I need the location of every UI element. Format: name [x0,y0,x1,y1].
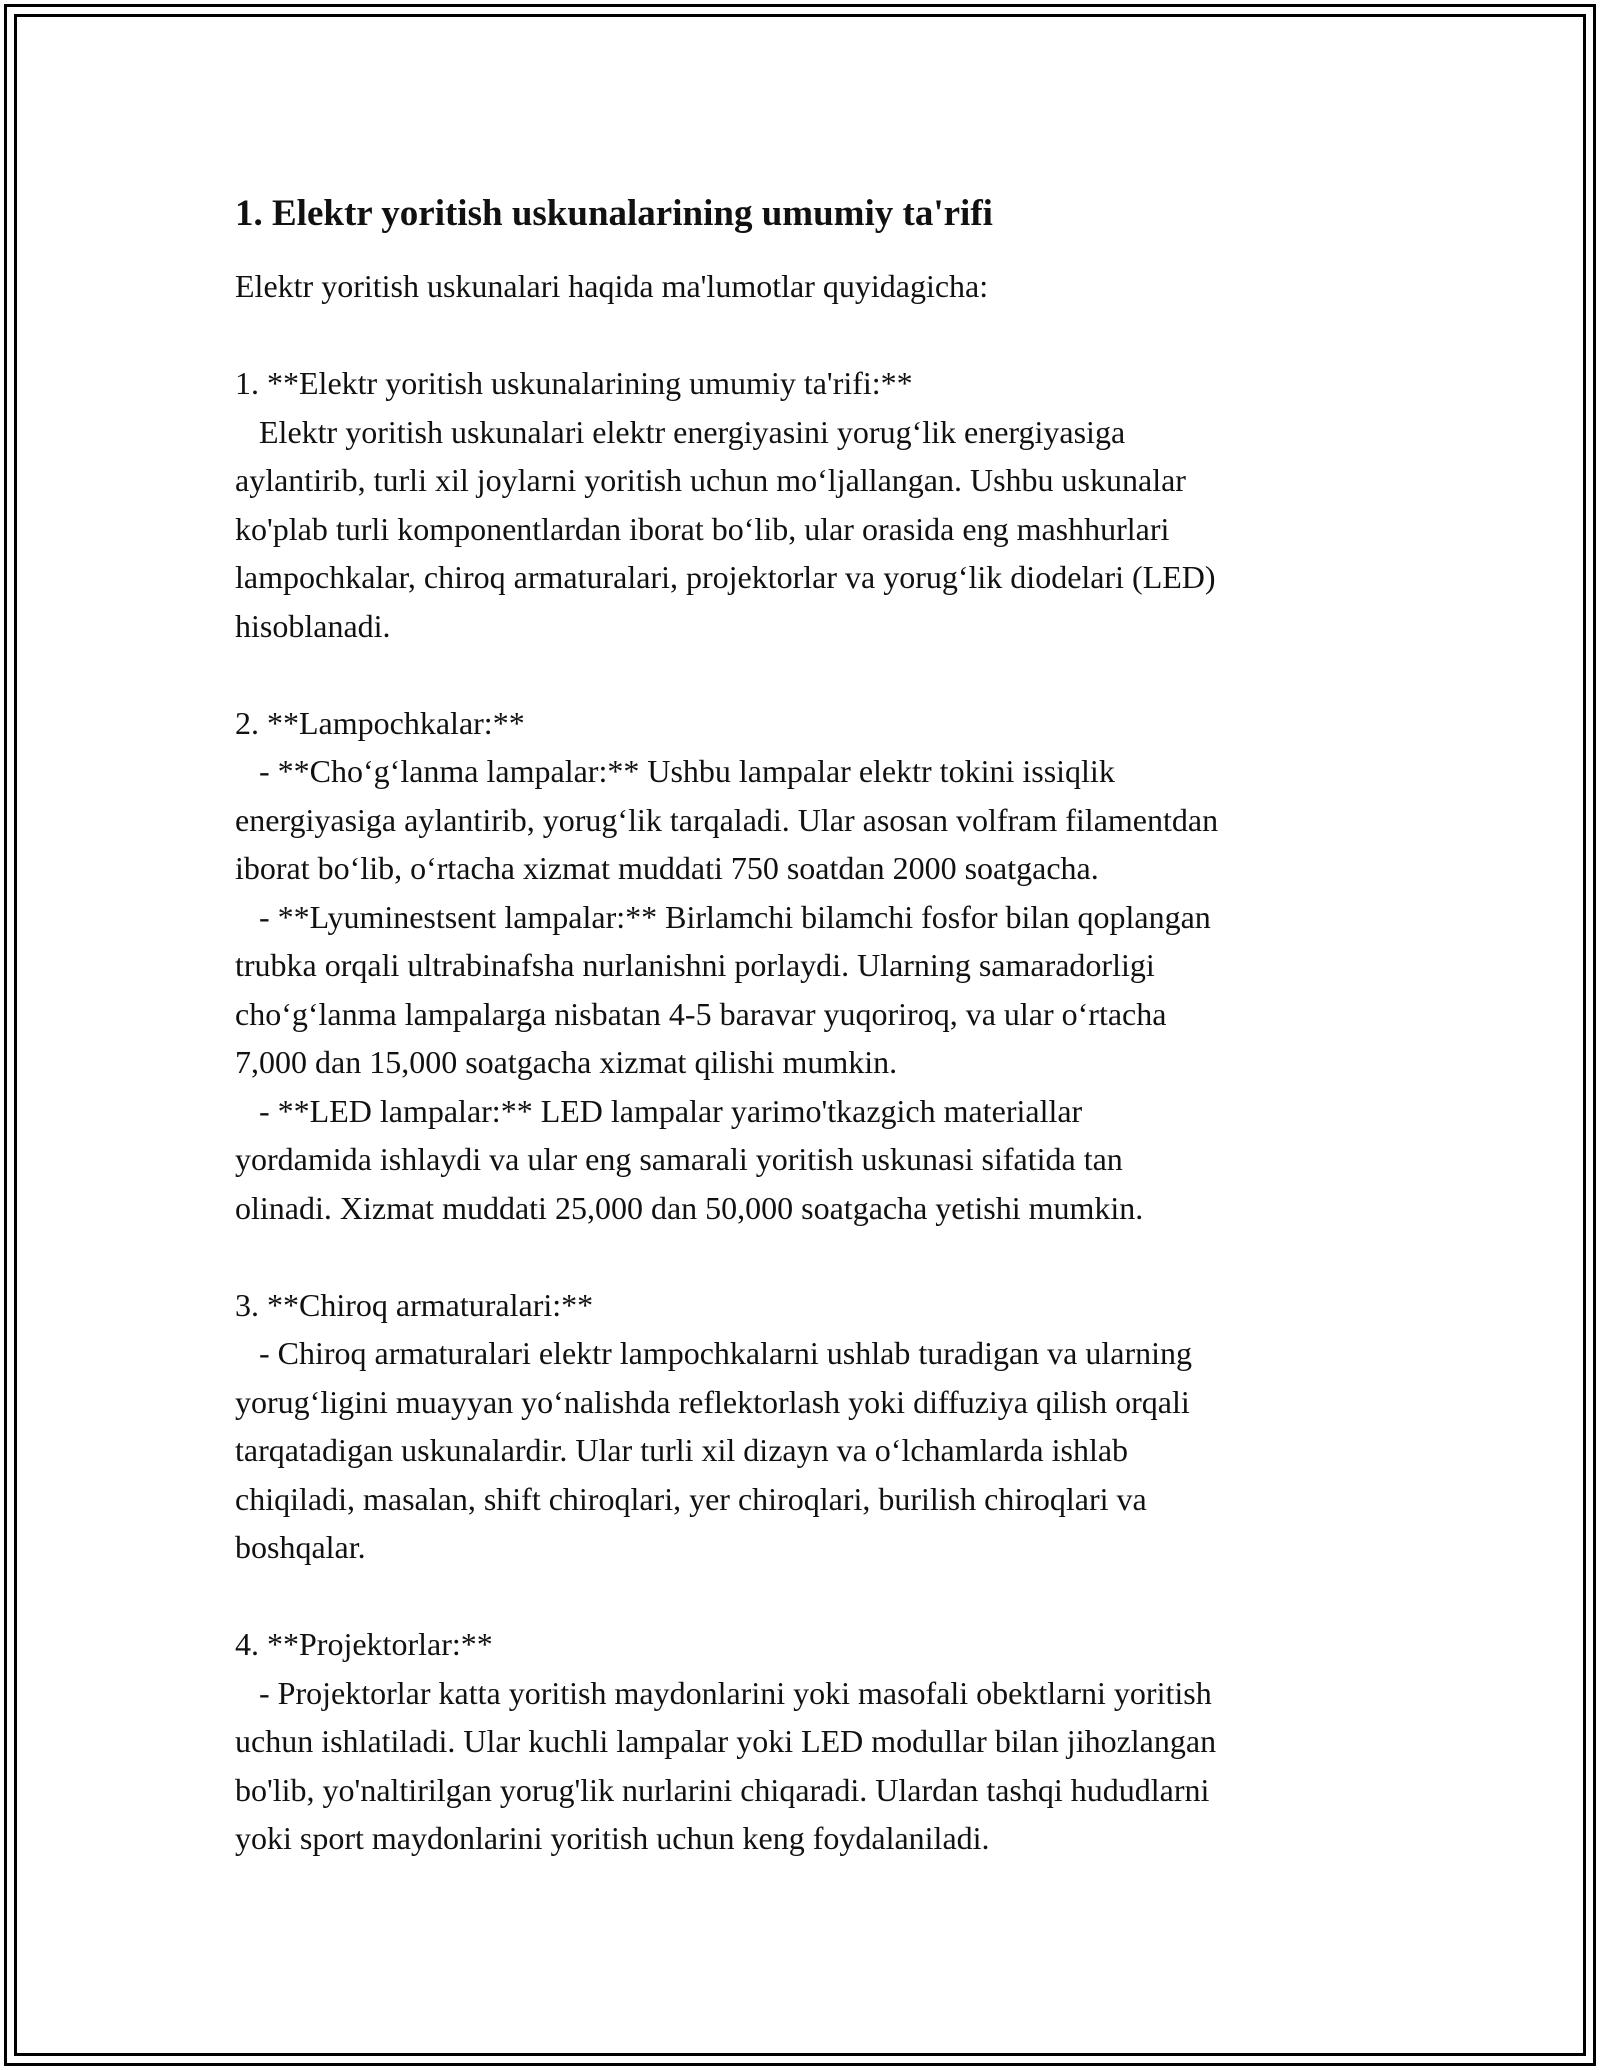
text-line: cho‘g‘lanma lampalarga nisbatan 4-5 baravar yuqoriroq, va ular o‘rtacha [235,995,1167,1032]
blank-line [235,311,1375,360]
text-line: - **Lyuminestsent lampalar:** Birlamchi bilamchi fosfor bilan qoplangan [235,898,1211,935]
text-line: Elektr yoritish uskunalari haqida ma'lumotlar quyidagicha: [235,268,989,304]
text-line: 1. **Elektr yoritish uskunalarining umumiy ta'rifi:** [235,365,913,401]
document-text [235,262,1375,1863]
text-line: 3. **Chiroq armaturalari:** [235,1286,594,1323]
text-line: boshqalar. [235,1529,366,1565]
text-line: bo'lib, yo'naltirilgan yorug'lik nurlarini chiqaradi. Ulardan tashqi hududlarni [235,1771,1210,1808]
blank-line [235,1232,1375,1281]
text-line: yorug‘ligini muayyan yo‘nalishda reflektorlash yoki diffuziya qilish orqali [235,1383,1190,1420]
text-line: hisoblanadi. [235,607,391,644]
text-line: ko'plab turli komponentlardan iborat bo‘lib, ular orasida eng mashhurlari [235,510,1170,547]
text-line: yordamida ishlaydi va ular eng samarali yoritish uskunasi sifatida tan [235,1141,1123,1177]
text-line: - **Cho‘g‘lanma lampalar:** Ushbu lampalar elektr tokini issiqlik [235,753,1115,789]
text-line: yoki sport maydonlarini yoritish uchun keng foydalaniladi. [235,1820,990,1856]
text-line: tarqatadigan uskunalardir. Ular turli xil dizayn va o‘lchamlarda ishlab [235,1432,1129,1468]
text-line: chiqiladi, masalan, shift chiroqlari, yer chiroqlari, burilish chiroqlari va [235,1480,1147,1517]
text-line: uchun ishlatiladi. Ular kuchli lampalar yoki LED modullar bilan jihozlangan [235,1723,1217,1759]
blank-line [235,650,1375,699]
text-line: Elektr yoritish uskunalari elektr energiyasini yorug‘lik energiyasiga [235,413,1126,450]
text-line: 7,000 dan 15,000 soatgacha xizmat qilishi mumkin. [235,1044,898,1080]
text-line: energiyasiga aylantirib, yorug‘lik tarqaladi. Ular asosan volfram filamentdan [235,801,1219,838]
text-line: lampochkalar, chiroq armaturalari, projektorlar va yorug‘lik diodelari (LED) [235,559,1216,595]
text-line: 2. **Lampochkalar:** [235,704,525,741]
text-line: - Chiroq armaturalari elektr lampochkalarni ushlab turadigan va ularning [235,1335,1192,1371]
text-line: - Projektorlar katta yoritish maydonlarini yoki masofali obektlarni yoritish [235,1674,1212,1711]
document-body [235,188,1375,1863]
text-line: - **LED lampalar:** LED lampalar yarimo'tkazgich materiallar [235,1092,1083,1129]
page-title: 1. Elektr yoritish uskunalarining umumiy ta'rifi [235,193,993,234]
text-line: trubka orqali ultrabinafsha nurlanishni porlaydi. Ularning samaradorligi [235,947,1155,983]
text-line: iborat bo‘lib, o‘rtacha xizmat muddati 750 soatdan 2000 soatgacha. [235,850,1099,886]
blank-line [235,1572,1375,1621]
text-line: aylantirib, turli xil joylarni yoritish uchun mo‘ljallangan. Ushbu uskunalar [235,462,1186,498]
text-line: 4. **Projektorlar:** [235,1626,493,1662]
text-line: olinadi. Xizmat muddati 25,000 dan 50,000 soatgacha yetishi mumkin. [235,1189,1144,1226]
